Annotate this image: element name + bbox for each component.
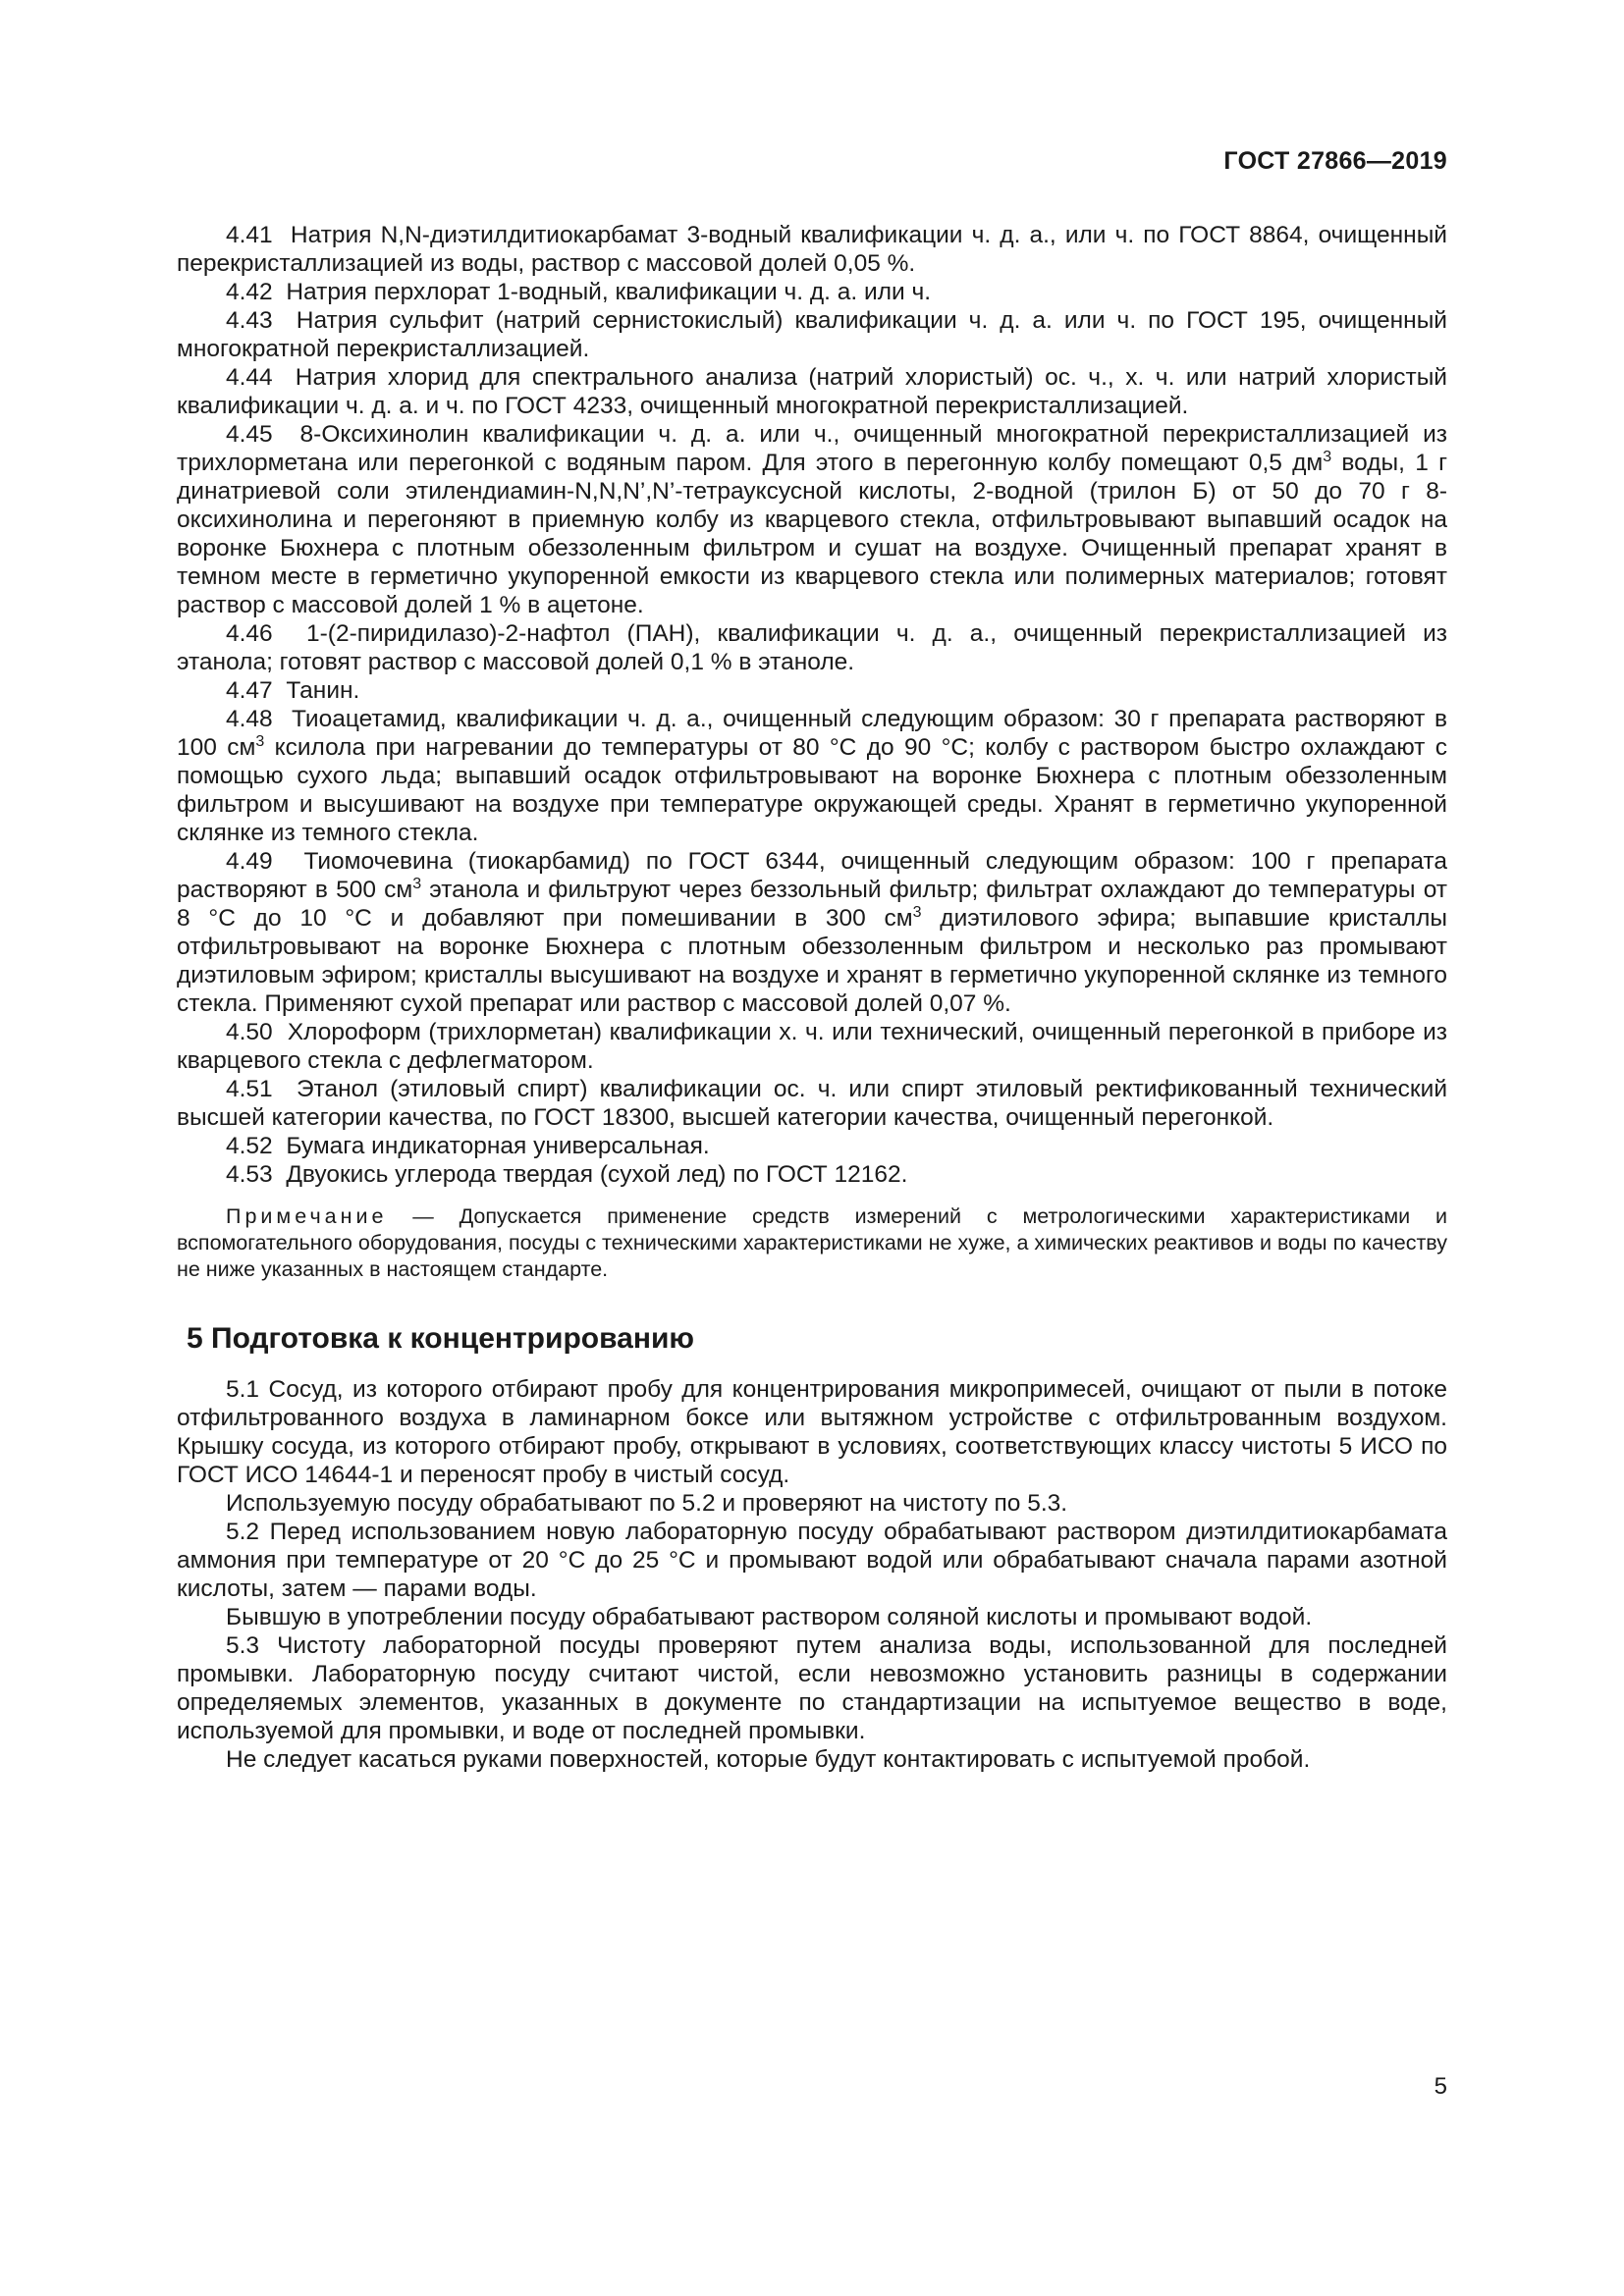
item-text: Натрия N,N-диэтилдитиокарбамат 3-водный квалификации ч. д. а., или ч. по ГОСТ 8864, очищенный перекристаллизацией из воды, раствор с массовой долей 0,05 %. <box>177 222 1447 277</box>
item-4-44 <box>177 363 1447 420</box>
item-number: 4.43 <box>226 307 273 334</box>
item-text: 8-Оксихинолин квалификации ч. д. а. или ч., очищенный многократной перекристаллизацией из трихлорметана или перегонкой с водяным паром. Для этого в перегонную колбу помещают 0,5 дм <box>177 421 1447 476</box>
item-text: диэтилового эфира; выпавшие кристаллы отфильтровывают на воронке Бюхнера с плотным обеззоленным фильтром и несколько раз промывают диэтиловым эфиром; кристаллы высушивают на воздухе и хранят в герметично укупоренной склянке из темного стекла. Применяют сухой препарат или раствор с массовой долей 0,07 %. <box>177 905 1448 1017</box>
item-4-50 <box>177 1018 1447 1075</box>
item-text: Натрия перхлорат 1-водный, квалификации ч. д. а. или ч. <box>286 279 932 305</box>
item-number: 4.46 <box>226 620 273 647</box>
item-4-53 <box>177 1160 1447 1189</box>
superscript: 3 <box>912 904 922 921</box>
item-number: 4.53 <box>226 1161 273 1188</box>
item-text: этанола и фильтруют через беззольный фильтр; фильтрат охлаждают до температуры от 8 °С до 10 °С и добавляют при помешивании в 300 см <box>177 877 1447 932</box>
item-4-48 <box>177 705 1447 847</box>
superscript: 3 <box>255 733 265 750</box>
item-number: 4.47 <box>226 677 273 704</box>
item-number: 4.48 <box>226 706 273 732</box>
paragraph-5-2: 5.2 Перед использованием новую лабораторную посуду обрабатывают раствором диэтилдитиокарбамата аммония при температуре от 20 °С до 25 °С и промывают водой или обрабатывают сначала парами азотной кислоты, затем — парами воды. <box>177 1519 1447 1602</box>
item-text: ксилола при нагревании до температуры от 80 °С до 90 °С; колбу с раствором быстро охлаждают с помощью сухого льда; выпавший осадок отфильтровывают на воронке Бюхнера с плотным обеззоленным фильтром и высушивают на воздухе при температуре окружающей среды. Хранят в герметично укупоренной склянке из темного стекла. <box>177 734 1447 846</box>
paragraph-5-1-cont: Используемую посуду обрабатывают по 5.2 и проверяют на чистоту по 5.3. <box>226 1490 1068 1517</box>
item-4-49 <box>177 847 1447 1018</box>
page-number: 5 <box>1434 2073 1447 2100</box>
superscript: 3 <box>412 876 422 892</box>
paragraph-5-3-cont: Не следует касаться руками поверхностей, которые будут контактировать с испытуемой пробой. <box>226 1746 1311 1773</box>
item-text: Танин. <box>286 677 360 704</box>
section-heading: 5 Подготовка к концентрированию <box>187 1322 695 1355</box>
item-text: Бумага индикаторная универсальная. <box>286 1133 710 1159</box>
item-text: Натрия хлорид для спектрального анализа (натрий хлористый) ос. ч., х. ч. или натрий хлористый квалификации ч. д. а. и ч. по ГОСТ 4233, очищенный многократной перекристаллизацией. <box>177 364 1447 419</box>
item-text: Хлороформ (трихлорметан) квалификации х. ч. или технический, очищенный перегонкой в приборе из кварцевого стекла с дефлегматором. <box>177 1019 1447 1074</box>
item-text: Натрия сульфит (натрий сернистокислый) квалификации ч. д. а. или ч. по ГОСТ 195, очищенный многократной перекристаллизацией. <box>177 307 1447 362</box>
item-text: Тиомочевина (тиокарбамид) по ГОСТ 6344, очищенный следующим образом: 100 г препарата растворяют в 500 см <box>177 848 1447 903</box>
document-code: ГОСТ 27866—2019 <box>1223 147 1447 175</box>
item-text: Тиоацетамид, квалификации ч. д. а., очищенный следующим образом: 30 г препарата растворяют в 100 см <box>177 706 1447 761</box>
superscript: 3 <box>1323 449 1332 465</box>
note-paragraph <box>177 1203 1447 1283</box>
item-text: 1-(2-пиридилазо)-2-нафтол (ПАН), квалификации ч. д. а., очищенный перекристаллизацией из этанола; готовят раствор с массовой долей 0,1 % в этаноле. <box>177 620 1447 675</box>
paragraph-5-1: 5.1 Сосуд, из которого отбирают пробу для концентрирования микропримесей, очищают от пыли в потоке отфильтрованного воздуха в ламинарном боксе или вытяжном устройстве с отфильтрованным воздухом. Крышку сосуда, из которого отбирают пробу, открывают в условиях, соответствующих классу чистоты 5 ИСО по ГОСТ ИСО 14644-1 и переносят пробу в чистый сосуд. <box>177 1376 1447 1488</box>
main-content <box>177 221 1447 1774</box>
note-label: Примечание <box>226 1204 388 1228</box>
item-number: 4.49 <box>226 848 273 875</box>
item-4-41 <box>177 221 1447 278</box>
item-4-45 <box>177 420 1447 619</box>
item-4-52 <box>177 1132 1447 1160</box>
paragraph-5-3: 5.3 Чистоту лабораторной посуды проверяют путем анализа воды, использованной для последней промывки. Лабораторную посуду считают чистой, если невозможно установить разницы в содержании определяемых элементов, указанных в документе по стандартизации на испытуемое вещество в воде, используемой для промывки, и воде от последней промывки. <box>177 1632 1447 1744</box>
item-4-43 <box>177 306 1447 363</box>
item-4-42 <box>177 278 1447 306</box>
item-number: 4.44 <box>226 364 273 391</box>
item-number: 4.42 <box>226 279 273 305</box>
item-number: 4.45 <box>226 421 273 448</box>
item-4-46 <box>177 619 1447 676</box>
item-4-51 <box>177 1075 1447 1132</box>
item-number: 4.52 <box>226 1133 273 1159</box>
item-4-47 <box>177 676 1447 705</box>
item-text: Этанол (этиловый спирт) квалификации ос. ч. или спирт этиловый ректификованный технический высшей категории качества, по ГОСТ 18300, высшей категории качества, очищенный перегонкой. <box>177 1076 1447 1131</box>
item-number: 4.51 <box>226 1076 273 1102</box>
item-number: 4.41 <box>226 222 273 248</box>
item-text: воды, 1 г динатриевой соли этилендиамин-N,N,N’,N’-тетрауксусной кислоты, 2-водной (трилон Б) от 50 до 70 г 8-оксихинолина и перегоняют в приемную колбу из кварцевого стекла, отфильтровывают выпавший осадок на воронке Бюхнера с плотным обеззоленным фильтром и сушат на воздухе. Очищенный препарат хранят в темном месте в герметично укупоренной емкости из кварцевого стекла или полимерных материалов; готовят раствор с массовой долей 1 % в ацетоне. <box>177 450 1448 618</box>
item-text: Двуокись углерода твердая (сухой лед) по ГОСТ 12162. <box>286 1161 908 1188</box>
item-number: 4.50 <box>226 1019 273 1045</box>
paragraph-5-2-cont: Бывшую в употреблении посуду обрабатывают раствором соляной кислоты и промывают водой. <box>226 1604 1313 1630</box>
note-text: — Допускается применение средств измерений с метрологическими характеристиками и вспомогательного оборудования, посуды с техническими характеристиками не хуже, а химических реактивов и воды по качеству не ниже указанных в настоящем стандарте. <box>177 1204 1447 1281</box>
